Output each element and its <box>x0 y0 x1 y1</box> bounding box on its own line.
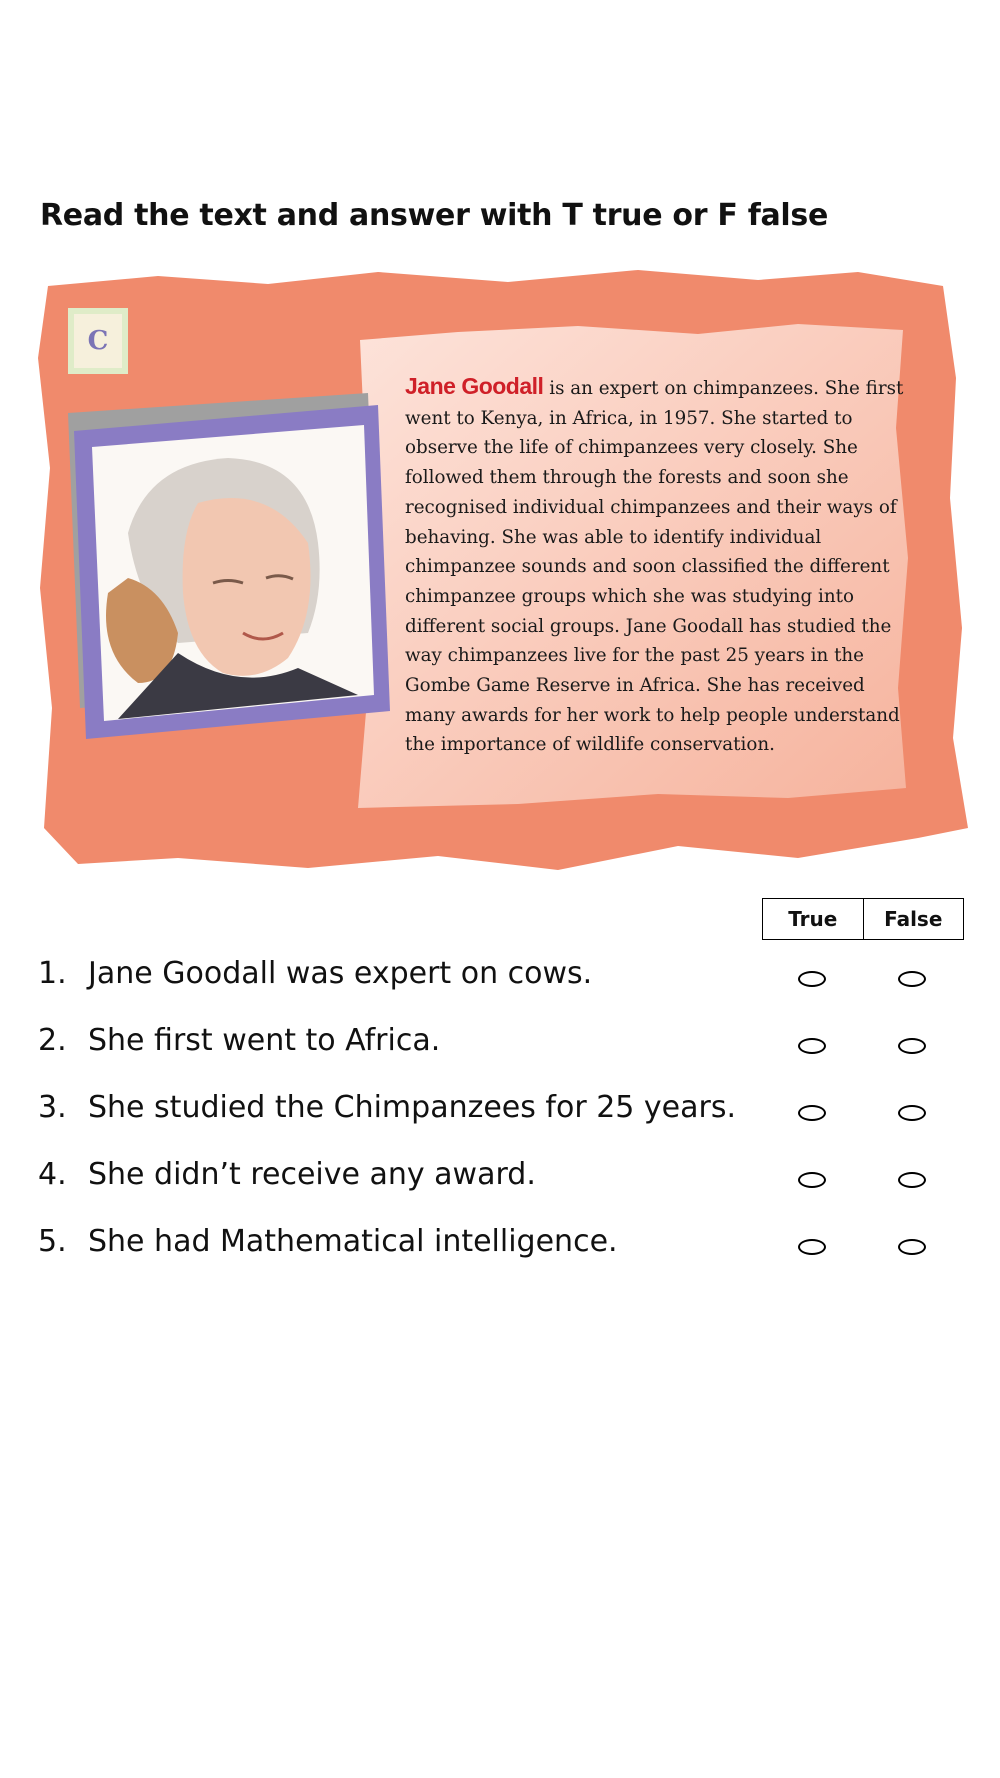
true-column-header: True <box>788 907 838 931</box>
passage-text: is an expert on chimpanzees. She first went to Kenya, in Africa, in 1957. She started to observe the life of chimpanzees very closely. She followed them through the forests and soon she recognised individual chimpanzees and their ways of behaving. She was able to identify individual chimpanzee sounds and soon classified the different chimpanzee groups which she was studying into different social groups. Jane Goodall has studied the way chimpanzees live for the past 25 years in the Gombe Game Reserve in Africa. She has received many awards for her work to help people understand the importance of wildlife conservation. <box>405 378 904 756</box>
question-number: 2. <box>38 1023 67 1058</box>
question-text: She had Mathematical intelligence. <box>88 1224 618 1259</box>
question-row <box>38 1017 978 1084</box>
question-number: 4. <box>38 1157 67 1192</box>
false-radio[interactable] <box>898 1105 926 1121</box>
question-row <box>38 1218 978 1285</box>
question-text: Jane Goodall was expert on cows. <box>88 956 593 991</box>
question-number: 3. <box>38 1090 67 1125</box>
false-radio[interactable] <box>898 971 926 987</box>
page-title: Read the text and answer with T true or F false <box>40 198 829 233</box>
portrait-illustration <box>68 383 398 763</box>
true-radio[interactable] <box>798 1239 826 1255</box>
passage <box>405 372 905 760</box>
question-number: 5. <box>38 1224 67 1259</box>
false-radio[interactable] <box>898 1038 926 1054</box>
true-radio[interactable] <box>798 1038 826 1054</box>
true-radio[interactable] <box>798 1105 826 1121</box>
section-tag: C <box>68 308 128 374</box>
reading-card <box>38 268 968 878</box>
question-row <box>38 950 978 1017</box>
question-text: She first went to Africa. <box>88 1023 441 1058</box>
false-radio[interactable] <box>898 1172 926 1188</box>
question-number: 1. <box>38 956 67 991</box>
question-row <box>38 1084 978 1151</box>
passage-name: Jane Goodall <box>405 373 544 399</box>
false-column-header: False <box>863 899 964 939</box>
question-text: She studied the Chimpanzees for 25 years. <box>88 1090 737 1125</box>
true-false-header <box>762 898 964 940</box>
question-list <box>38 950 978 1285</box>
false-radio[interactable] <box>898 1239 926 1255</box>
true-radio[interactable] <box>798 971 826 987</box>
question-text: She didn’t receive any award. <box>88 1157 536 1192</box>
question-row <box>38 1151 978 1218</box>
true-radio[interactable] <box>798 1172 826 1188</box>
